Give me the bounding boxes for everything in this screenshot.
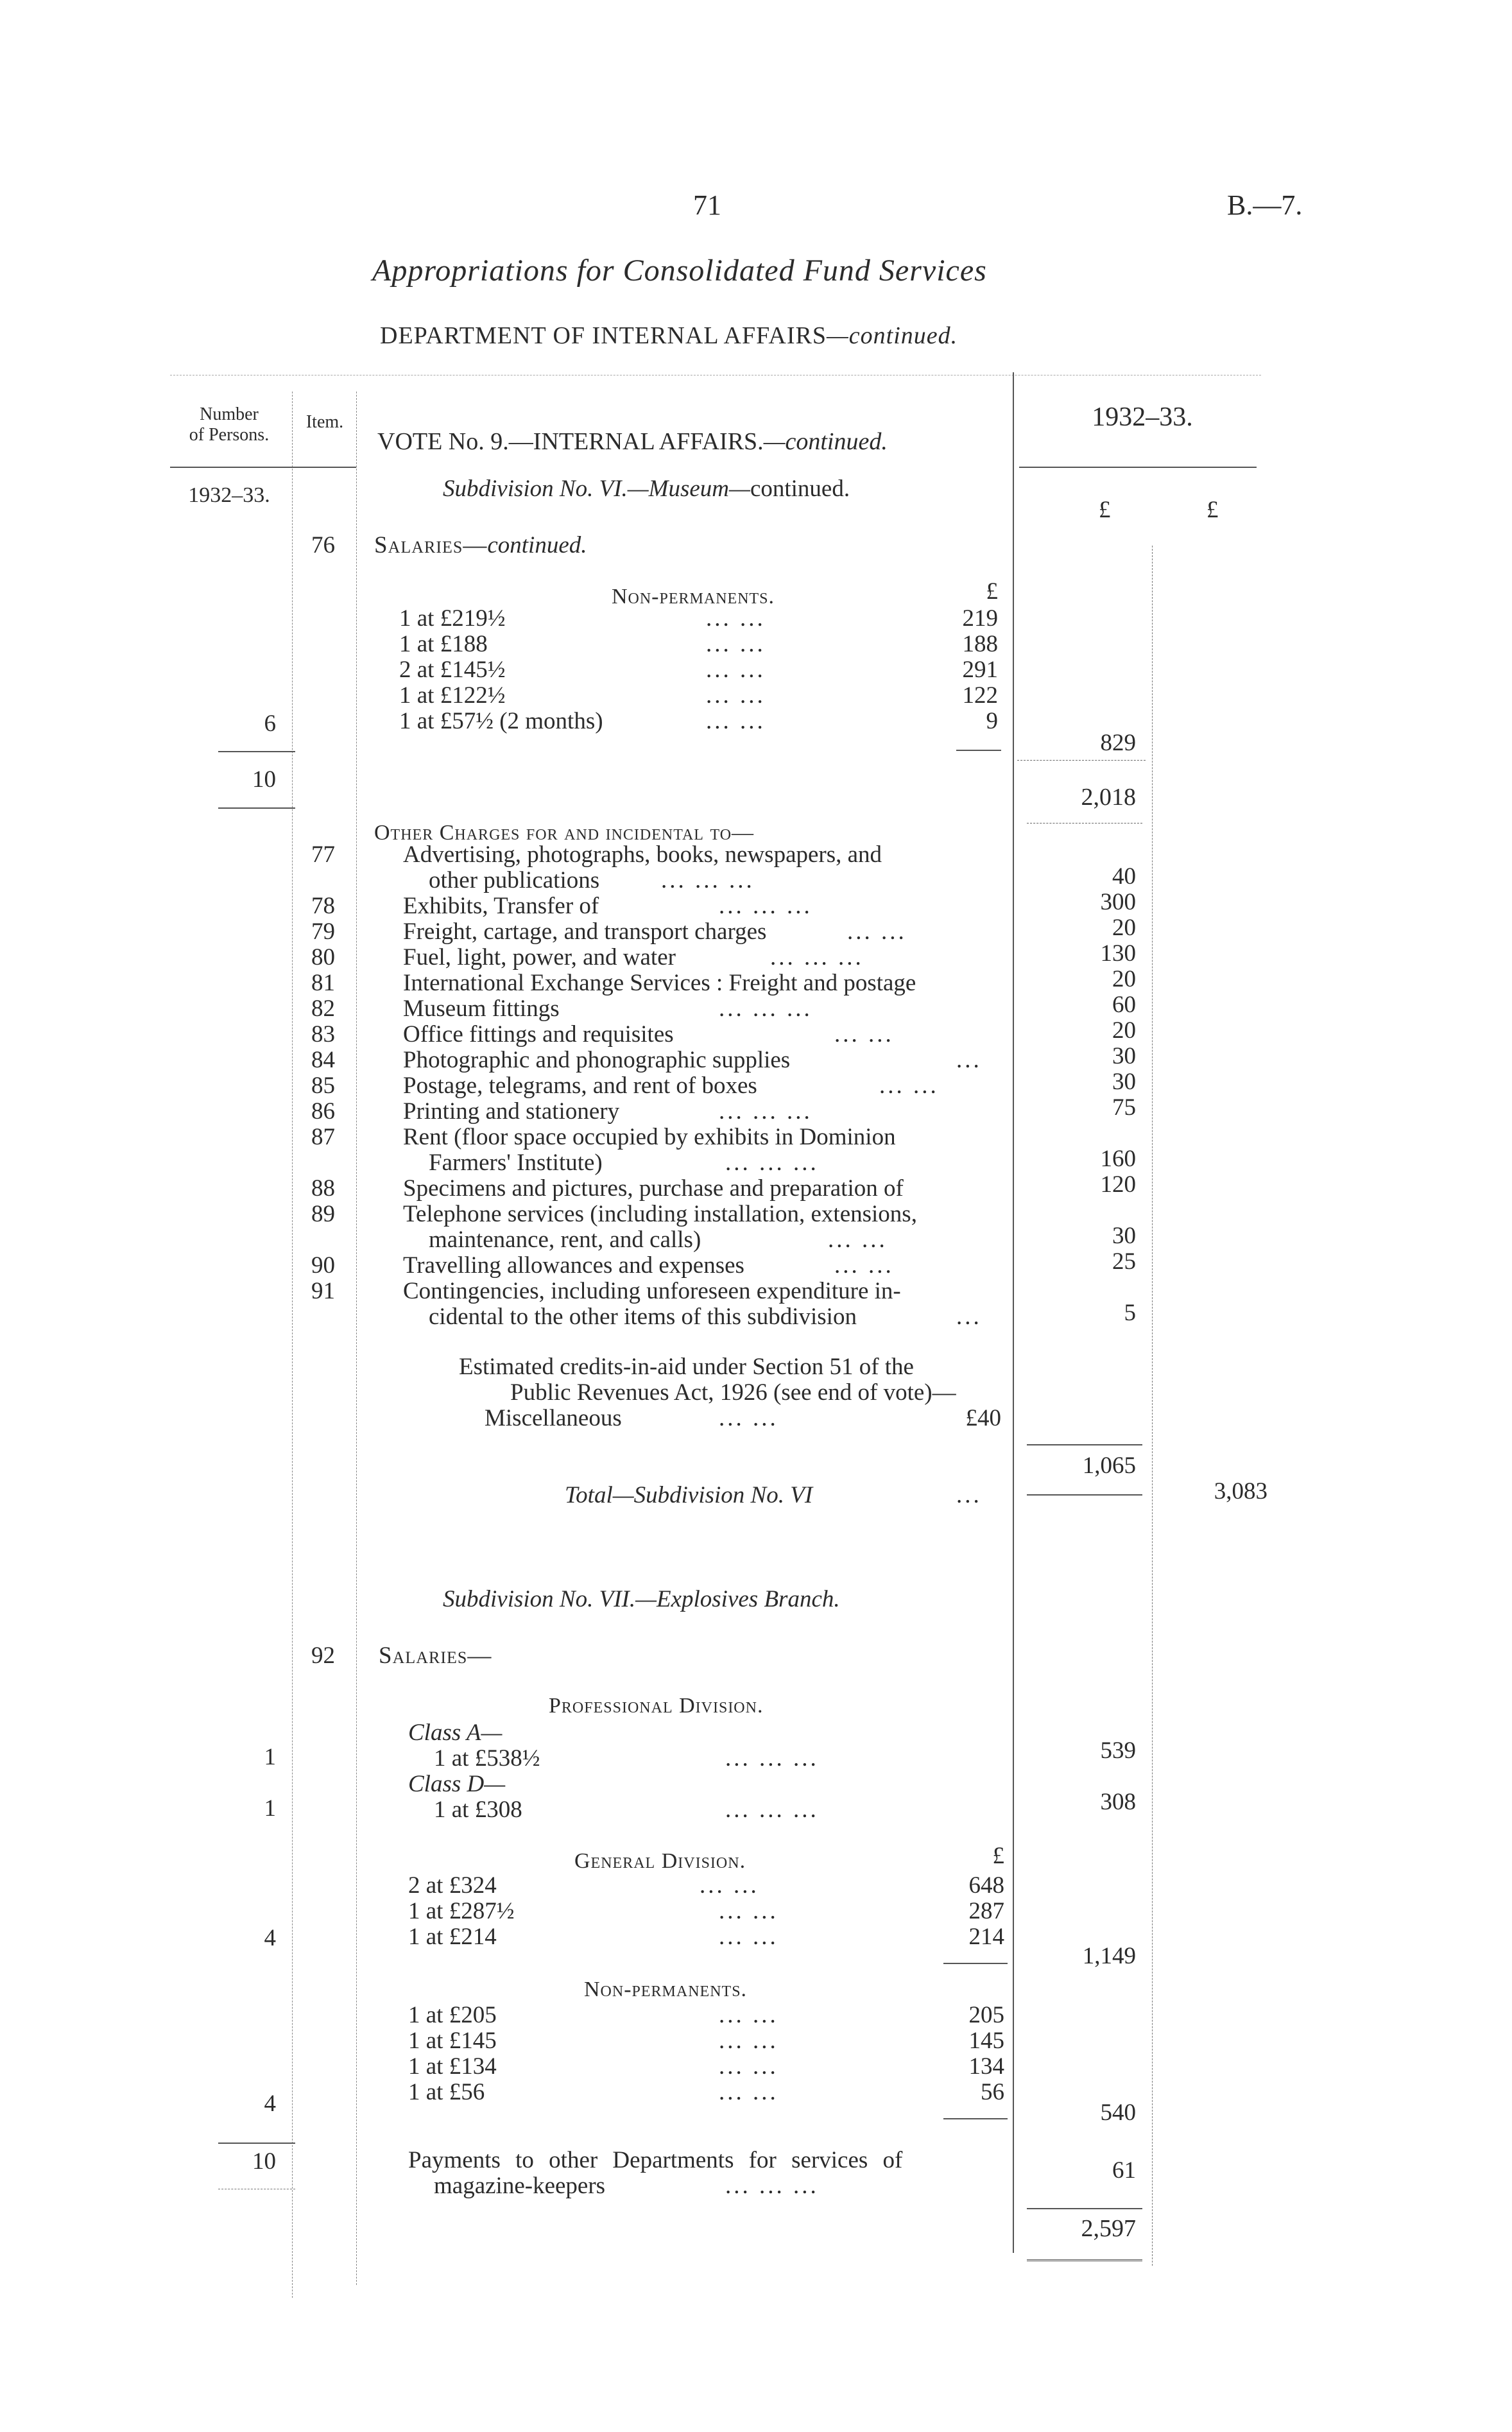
page-title: Appropriations for Consolidated Fund Services xyxy=(372,254,987,288)
leader-dots: ... ... xyxy=(719,1898,778,1924)
charge-description: Exhibits, Transfer of xyxy=(403,893,599,919)
table-row-amount: 219 xyxy=(962,605,998,632)
leader-dots: ... ... ... xyxy=(719,1098,812,1125)
table-row-label: 1 at £308 xyxy=(434,1797,522,1823)
leader-dots: ... ... ... xyxy=(725,1150,819,1176)
item-number: 87 xyxy=(311,1124,335,1150)
nonpermanents-sum-rule xyxy=(956,750,1001,751)
nonpermanents-pound-sign: £ xyxy=(986,578,998,605)
subdivision-vi-total-label: Total—Subdivision No. VI xyxy=(565,1482,813,1508)
table-row-amount: 308 xyxy=(1100,1789,1136,1815)
credits-in-aid-line1: Estimated credits-in-aid under Section 51 of the xyxy=(459,1354,914,1380)
charge-description-cont: cidental to the other items of this subdivision xyxy=(429,1304,857,1330)
payments-amount: 61 xyxy=(1112,2157,1136,2184)
charge-amount: 300 xyxy=(1100,889,1136,915)
salaries-total: 2,018 xyxy=(1081,784,1136,811)
table-row-amount: 291 xyxy=(962,657,998,683)
persons-count: 1 xyxy=(264,1795,276,1822)
persons-subtotal-rule-top xyxy=(218,751,295,752)
table-row-label: 1 at £188 xyxy=(399,631,488,657)
leader-dots: ... ... xyxy=(719,2053,778,2080)
item-number: 88 xyxy=(311,1175,335,1202)
item-number: 92 xyxy=(311,1643,335,1669)
leader-dots: ... ... ... xyxy=(725,1745,819,1772)
leader-dots: ... ... ... xyxy=(725,2173,819,2199)
item-number: 89 xyxy=(311,1201,335,1227)
charge-description-cont: Farmers' Institute) xyxy=(429,1150,603,1176)
leader-dots: ... ... xyxy=(834,1021,894,1048)
department-name: DEPARTMENT OF INTERNAL AFFAIRS xyxy=(380,322,827,349)
charge-amount: 30 xyxy=(1112,1223,1136,1249)
table-row-label: 1 at £122½ xyxy=(399,682,506,709)
charge-description: Specimens and pictures, purchase and preparation of xyxy=(403,1175,904,1202)
leader-dots: ... xyxy=(956,1047,982,1073)
amount-divider xyxy=(1152,546,1153,2266)
leader-dots: ... ... xyxy=(706,682,766,709)
table-row-label: 1 at £145 xyxy=(408,2028,497,2054)
item-header: Item. xyxy=(305,412,344,432)
nonpermanents-heading: Non-permanents. xyxy=(584,1978,748,2001)
persons-count: 4 xyxy=(264,1925,276,1951)
item-number: 79 xyxy=(311,918,335,945)
leader-dots: ... ... ... xyxy=(725,1797,819,1823)
leader-dots: ... ... xyxy=(706,708,766,734)
table-row-amount: 9 xyxy=(986,708,998,734)
year-header-right: 1932–33. xyxy=(1092,402,1193,432)
other-total-rule xyxy=(1027,1444,1142,1445)
table-row-amount: 145 xyxy=(968,2028,1004,2054)
vii-total-rule xyxy=(1027,2208,1142,2209)
item-number: 81 xyxy=(311,970,335,996)
salaries-heading xyxy=(374,533,587,558)
subdivision-vi-total: 3,083 xyxy=(1214,1478,1267,1505)
item-number: 83 xyxy=(311,1021,335,1048)
persons-count: 1 xyxy=(264,1744,276,1770)
persons-header-line1: Number xyxy=(200,404,259,424)
other-charges-total: 1,065 xyxy=(1082,1453,1136,1479)
professional-division-heading: Professional Division. xyxy=(549,1694,764,1718)
charge-description: Postage, telegrams, and rent of boxes xyxy=(403,1073,757,1099)
charge-amount: 120 xyxy=(1100,1171,1136,1198)
charge-description: Advertising, photographs, books, newspapers, and xyxy=(403,841,882,868)
table-row-label: 1 at £57½ (2 months) xyxy=(399,708,603,734)
persons-subtotal-rule-bottom xyxy=(218,807,295,809)
leader-dots: ... ... xyxy=(719,2002,778,2028)
table-row-label: 1 at £219½ xyxy=(399,605,506,632)
item-number: 90 xyxy=(311,1252,335,1279)
charge-amount: 5 xyxy=(1124,1300,1136,1326)
subdivision-vi-suffix: continued. xyxy=(750,476,850,502)
general-division-heading: General Division. xyxy=(574,1849,746,1873)
persons-total: 10 xyxy=(252,2148,276,2175)
leader-dots: ... ... xyxy=(828,1227,888,1253)
charge-description: Telephone services (including installation, extensions, xyxy=(403,1201,917,1227)
charge-amount: 20 xyxy=(1112,915,1136,941)
item-number: 80 xyxy=(311,944,335,970)
charge-amount: 30 xyxy=(1112,1069,1136,1095)
document-reference: B.—7. xyxy=(1227,189,1303,221)
department-heading xyxy=(380,323,958,349)
credits-in-aid-amount: £40 xyxy=(965,1405,1001,1431)
persons-count: 6 xyxy=(264,711,276,737)
table-row-amount: 122 xyxy=(962,682,998,709)
leader-dots: ... xyxy=(956,1304,982,1330)
year-header-left: 1932–33. xyxy=(188,483,270,507)
charge-description: Rent (floor space occupied by exhibits in Dominion xyxy=(403,1124,896,1150)
table-row-amount: 188 xyxy=(962,631,998,657)
table-row-amount: 56 xyxy=(981,2079,1004,2105)
table-row-label: 1 at £214 xyxy=(408,1924,497,1950)
leader-dots: ... ... xyxy=(719,2079,778,2105)
leader-dots: ... ... xyxy=(834,1252,894,1279)
charge-description-cont: maintenance, rent, and calls) xyxy=(429,1227,701,1253)
charge-amount: 160 xyxy=(1100,1146,1136,1172)
credits-in-aid-line2: Public Revenues Act, 1926 (see end of vote)— xyxy=(510,1379,956,1406)
nonpermanents-total: 540 xyxy=(1100,2100,1136,2126)
vii-total-rule-under xyxy=(1027,2259,1142,2261)
leader-dots: ... ... xyxy=(879,1073,939,1099)
subdivision-vii-heading: Subdivision No. VII.—Explosives Branch. xyxy=(443,1586,840,1612)
charge-amount: 25 xyxy=(1112,1248,1136,1275)
vote-title: VOTE No. 9.—INTERNAL AFFAIRS. xyxy=(377,428,764,455)
leader-dots: ... ... ... xyxy=(770,944,864,970)
leader-dots: ... ... xyxy=(719,1405,778,1431)
charge-description: Office fittings and requisites xyxy=(403,1021,674,1048)
leader-dots: ... ... xyxy=(847,918,907,945)
charge-description: Contingencies, including unforeseen expenditure in- xyxy=(403,1278,901,1304)
persons-item-divider xyxy=(292,392,293,2298)
table-row-amount: 648 xyxy=(968,1872,1004,1899)
year-header-rule xyxy=(1019,467,1257,468)
general-division-total: 1,149 xyxy=(1082,1943,1136,1969)
salaries-heading: Salaries— xyxy=(379,1643,492,1669)
table-row-label: 1 at £56 xyxy=(408,2079,485,2105)
table-row-label: 2 at £145½ xyxy=(399,657,506,683)
vote-suffix: —continued. xyxy=(763,428,888,455)
charge-amount: 20 xyxy=(1112,966,1136,992)
charge-description: Photographic and phonographic supplies xyxy=(403,1047,791,1073)
other-charges-heading: Other Charges for and incidental to— xyxy=(374,821,755,845)
text-amount-divider xyxy=(1013,372,1014,2253)
salaries-suffix: continued. xyxy=(487,532,587,558)
payments-description: Payments to other Departments for services of xyxy=(408,2147,903,2173)
table-row-label: 1 at £205 xyxy=(408,2002,497,2028)
department-suffix: —continued. xyxy=(826,322,958,349)
charge-description: Freight, cartage, and transport charges xyxy=(403,918,767,945)
table-row-amount: 214 xyxy=(968,1924,1004,1950)
item-number: 84 xyxy=(311,1047,335,1073)
charge-description: Museum fittings xyxy=(403,996,560,1022)
leader-dots: ... ... xyxy=(719,1924,778,1950)
charge-amount: 60 xyxy=(1112,992,1136,1018)
table-row-amount: 539 xyxy=(1100,1738,1136,1764)
leader-dots: ... ... xyxy=(706,631,766,657)
item-number: 78 xyxy=(311,893,335,919)
payments-description-cont: magazine-keepers xyxy=(434,2173,606,2199)
charge-description-cont: other publications xyxy=(429,867,600,893)
persons-count: 4 xyxy=(264,2091,276,2117)
charge-amount: 130 xyxy=(1100,940,1136,967)
pound-header-2: £ xyxy=(1207,497,1219,523)
nonpermanents-heading: Non-permanents. xyxy=(611,585,775,608)
leader-dots: ... ... xyxy=(706,657,766,683)
other-total-rule-under xyxy=(1027,1494,1142,1496)
nonpermanents-sum-rule xyxy=(943,2118,1008,2119)
charge-amount: 30 xyxy=(1112,1043,1136,1069)
page-number: 71 xyxy=(693,189,721,221)
general-division-pound-sign: £ xyxy=(992,1843,1004,1869)
item-number: 85 xyxy=(311,1073,335,1099)
persons-header-line2: of Persons. xyxy=(189,425,270,445)
charge-amount: 20 xyxy=(1112,1017,1136,1044)
item-number: 86 xyxy=(311,1098,335,1125)
leader-dots: ... ... xyxy=(719,2028,778,2054)
class-d-label: Class D— xyxy=(408,1771,506,1797)
item-number: 82 xyxy=(311,996,335,1022)
charge-description: Travelling allowances and expenses xyxy=(403,1252,744,1279)
table-row-amount: 205 xyxy=(968,2002,1004,2028)
credits-in-aid-line3: Miscellaneous xyxy=(485,1405,622,1431)
leader-dots: ... xyxy=(956,1482,982,1508)
vote-heading xyxy=(377,429,888,454)
pound-header-1: £ xyxy=(1099,497,1111,523)
nonpermanents-total: 829 xyxy=(1100,730,1136,756)
persons-header-rule xyxy=(170,467,356,468)
salaries-label: Salaries— xyxy=(374,532,488,558)
table-row-amount: 134 xyxy=(968,2053,1004,2080)
general-division-sum-rule xyxy=(943,1963,1008,1964)
leader-dots: ... ... xyxy=(700,1872,759,1899)
leader-dots: ... ... xyxy=(706,605,766,632)
persons-total-rule-vii-top xyxy=(218,2143,295,2144)
table-row-label: 1 at £287½ xyxy=(408,1898,515,1924)
charge-amount: 40 xyxy=(1112,863,1136,890)
subdivision-vi-title: Subdivision No. VI.—Museum— xyxy=(443,476,750,502)
persons-total: 10 xyxy=(252,766,276,793)
salaries-total-rule xyxy=(1017,760,1146,761)
table-row-amount: 287 xyxy=(968,1898,1004,1924)
class-a-label: Class A— xyxy=(408,1720,503,1746)
item-number: 77 xyxy=(311,841,335,868)
salaries-total-rule-under xyxy=(1027,823,1142,824)
table-row-label: 2 at £324 xyxy=(408,1872,497,1899)
subdivision-vii-salaries-total: 2,597 xyxy=(1081,2215,1136,2242)
item-number: 76 xyxy=(311,532,335,558)
table-row-label: 1 at £134 xyxy=(408,2053,497,2080)
charge-description: Fuel, light, power, and water xyxy=(403,944,676,970)
table-row-label: 1 at £538½ xyxy=(434,1745,540,1772)
item-number: 91 xyxy=(311,1278,335,1304)
charge-amount: 75 xyxy=(1112,1094,1136,1121)
leader-dots: ... ... ... xyxy=(719,893,812,919)
item-text-divider xyxy=(356,392,357,2285)
subdivision-vi-heading xyxy=(443,476,850,502)
charge-description: International Exchange Services : Freight and postage xyxy=(403,970,916,996)
leader-dots: ... ... ... xyxy=(661,867,755,893)
leader-dots: ... ... ... xyxy=(719,996,812,1022)
charge-description: Printing and stationery xyxy=(403,1098,620,1125)
